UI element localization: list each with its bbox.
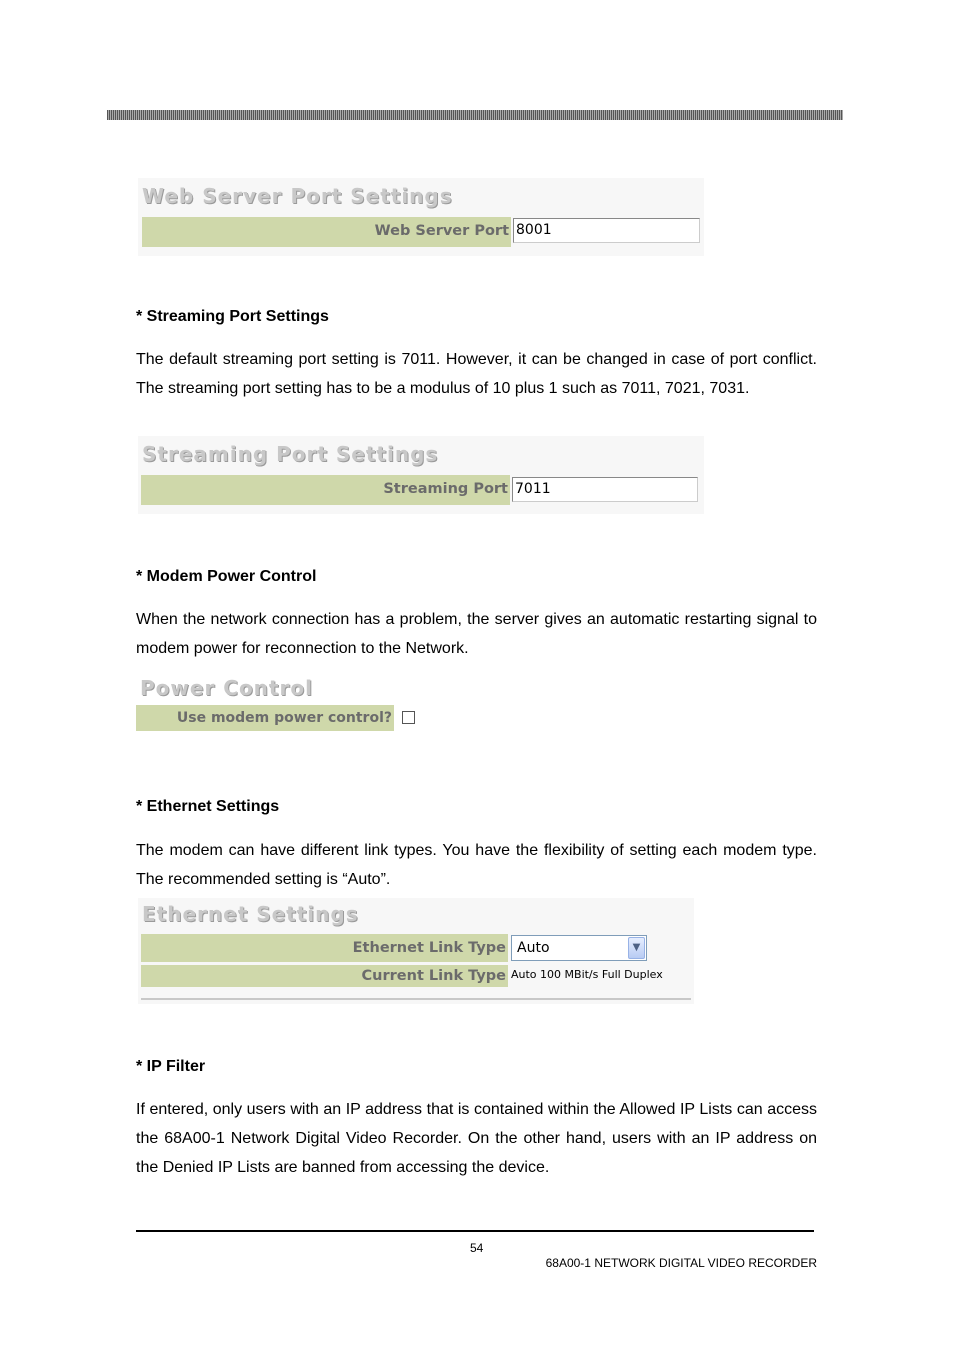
power-control-panel [136, 674, 436, 734]
streaming-port-heading: * Streaming Port Settings [136, 308, 329, 325]
modem-power-heading: * Modem Power Control [136, 568, 317, 585]
chevron-down-icon[interactable]: ▼ [628, 937, 645, 959]
ip-filter-heading: * IP Filter [136, 1058, 206, 1075]
web-server-port-panel [138, 178, 704, 256]
modem-power-paragraph: When the network connection has a problem, the server gives an automatic restarting signal to modem power for reconnection to the Network. [136, 611, 817, 657]
panel-title: Streaming Port Settings [142, 442, 439, 466]
ethernet-link-type-label: Ethernet Link Type [141, 934, 508, 962]
footer-doc-title: 68A00-1 NETWORK DIGITAL VIDEO RECORDER [545, 1256, 817, 1270]
panel-title: Web Server Port Settings [142, 184, 453, 208]
selected-value: Auto [517, 940, 550, 956]
web-server-port-label: Web Server Port [142, 217, 511, 247]
page-number: 54 [470, 1241, 484, 1255]
ethernet-heading: * Ethernet Settings [136, 798, 280, 815]
panel-title: Ethernet Settings [142, 902, 359, 926]
header-decorative-bar [107, 110, 843, 120]
modem-power-checkbox[interactable] [402, 711, 415, 724]
ip-filter-paragraph: If entered, only users with an IP address that is contained within the Allowed IP Lists can access the 68A00-1 Network Digital Video Recorder. On the other hand, users with an IP address on the Denied IP Lists are banned from accessing the device. [136, 1101, 817, 1176]
current-link-type-value: Auto 100 MBit/s Full Duplex [511, 968, 663, 981]
streaming-port-label: Streaming Port [141, 475, 510, 505]
panel-bottom-rule [141, 998, 691, 1000]
streaming-port-input[interactable]: 7011 [512, 477, 698, 502]
streaming-port-panel [138, 436, 704, 514]
modem-power-label: Use modem power control? [136, 705, 394, 731]
current-link-type-label: Current Link Type [141, 965, 508, 987]
ethernet-settings-panel [138, 898, 694, 1004]
ethernet-link-type-select[interactable] [511, 935, 647, 961]
streaming-port-paragraph: The default streaming port setting is 7011. However, it can be changed in case of port conflict. The streaming port setting has to be a modulus of 10 plus 1 such as 7011, 7021, 7031. [136, 351, 817, 397]
web-server-port-input[interactable]: 8001 [513, 218, 700, 243]
panel-title: Power Control [140, 676, 313, 700]
ethernet-paragraph: The modem can have different link types. You have the flexibility of setting each modem type. The recommended setting is “Auto”. [136, 842, 817, 888]
footer-rule [136, 1230, 814, 1232]
